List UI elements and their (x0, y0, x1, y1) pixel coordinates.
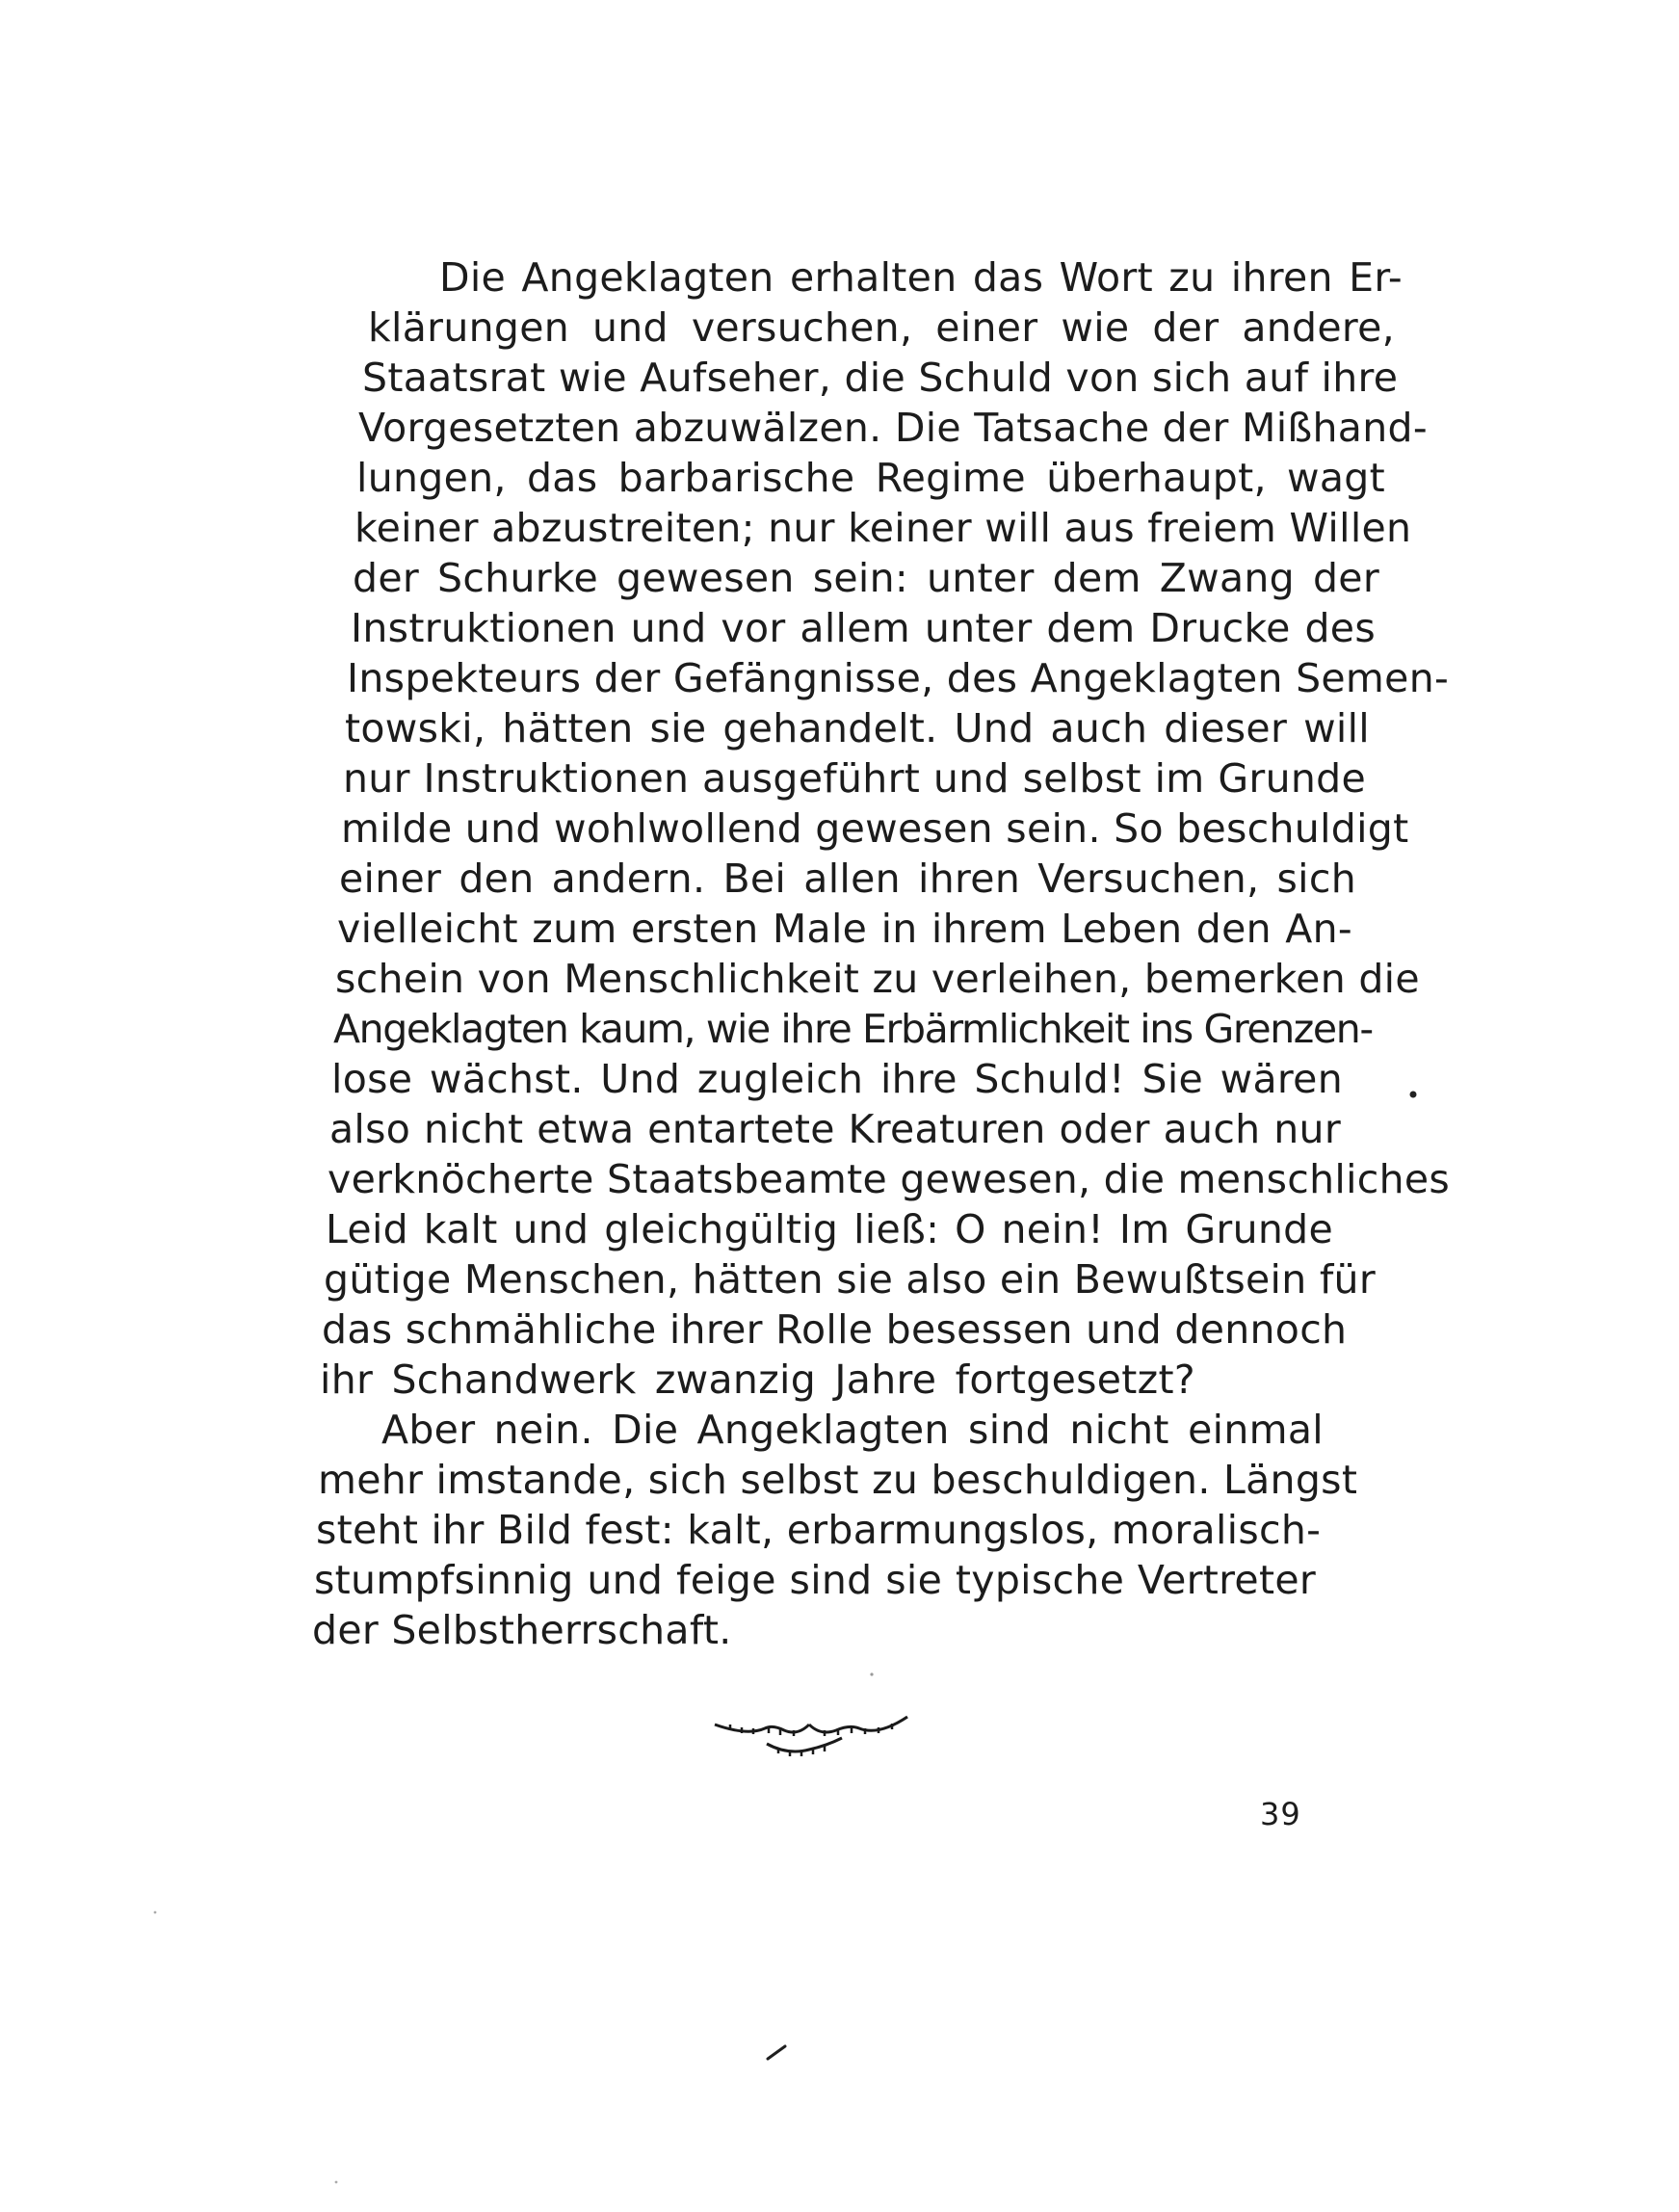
text-line: Die Angeklagten erhalten das Wort zu ihren Er- (439, 254, 1403, 301)
text-line: lungen, das barbarische Regime überhaupt, wagt (356, 455, 1385, 501)
text-line: klärungen und versuchen, einer wie der andere, (368, 304, 1395, 351)
text-line: einer den andern. Bei allen ihren Versuchen, sich (339, 856, 1356, 902)
text-line: ihr Schandwerk zwanzig Jahre fortgesetzt? (320, 1356, 1195, 1403)
text-line: verknöcherte Staatsbeamte gewesen, die menschliches (328, 1156, 1451, 1202)
text-line: stumpfsinnig und feige sind sie typische Vertreter (314, 1557, 1316, 1603)
text-line: steht ihr Bild fest: kalt, erbarmungslos, moralisch- (316, 1507, 1322, 1553)
text-line: Staatsrat wie Aufseher, die Schuld von sich auf ihre (362, 355, 1399, 401)
text-line: Inspekteurs der Gefängnisse, des Angeklagten Semen- (347, 655, 1450, 701)
margin-dot-icon (1408, 1090, 1418, 1099)
text-line: milde und wohlwollend gewesen sein. So beschuldigt (341, 805, 1409, 852)
text-line: das schmähliche ihrer Rolle besessen und dennoch (322, 1306, 1348, 1353)
ornament-icon (709, 1711, 911, 1771)
text-line: vielleicht zum ersten Male in ihrem Leben den An- (337, 906, 1352, 952)
text-line: lose wächst. Und zugleich ihre Schuld! Sie wären (331, 1056, 1343, 1102)
text-line: also nicht etwa entartete Kreaturen oder auch nur (329, 1106, 1341, 1152)
text-line: mehr imstande, sich selbst zu beschuldigen. Längst (318, 1457, 1358, 1503)
stray-mark-icon (765, 2042, 788, 2062)
text-line: towski, hätten sie gehandelt. Und auch dieser will (345, 705, 1370, 751)
speck-icon (152, 1909, 158, 1915)
text-line: Vorgesetzten abzuwälzen. Die Tatsache der Mißhand- (358, 405, 1428, 451)
text-line: schein von Menschlichkeit zu verleihen, bemerken die (335, 956, 1420, 1002)
speck-icon (333, 2179, 339, 2185)
text-line: nur Instruktionen ausgeführt und selbst im Grunde (343, 755, 1366, 802)
text-line: der Schurke gewesen sein: unter dem Zwang der (353, 555, 1379, 601)
speck-icon (869, 1672, 875, 1677)
text-line: Angeklagten kaum, wie ihre Erbärmlichkeit ins Grenzen- (333, 1006, 1373, 1052)
text-line: keiner abzustreiten; nur keiner will aus freiem Willen (354, 505, 1412, 551)
text-line: gütige Menschen, hätten sie also ein Bewußtsein für (324, 1256, 1376, 1303)
text-line: Aber nein. Die Angeklagten sind nicht einmal (381, 1407, 1324, 1453)
text-line: der Selbstherrschaft. (312, 1607, 732, 1653)
text-line: Instruktionen und vor allem unter dem Drucke des (351, 605, 1376, 651)
text-line: Leid kalt und gleichgültig ließ: O nein! Im Grunde (326, 1206, 1333, 1252)
page-number: 39 (1260, 1796, 1301, 1832)
